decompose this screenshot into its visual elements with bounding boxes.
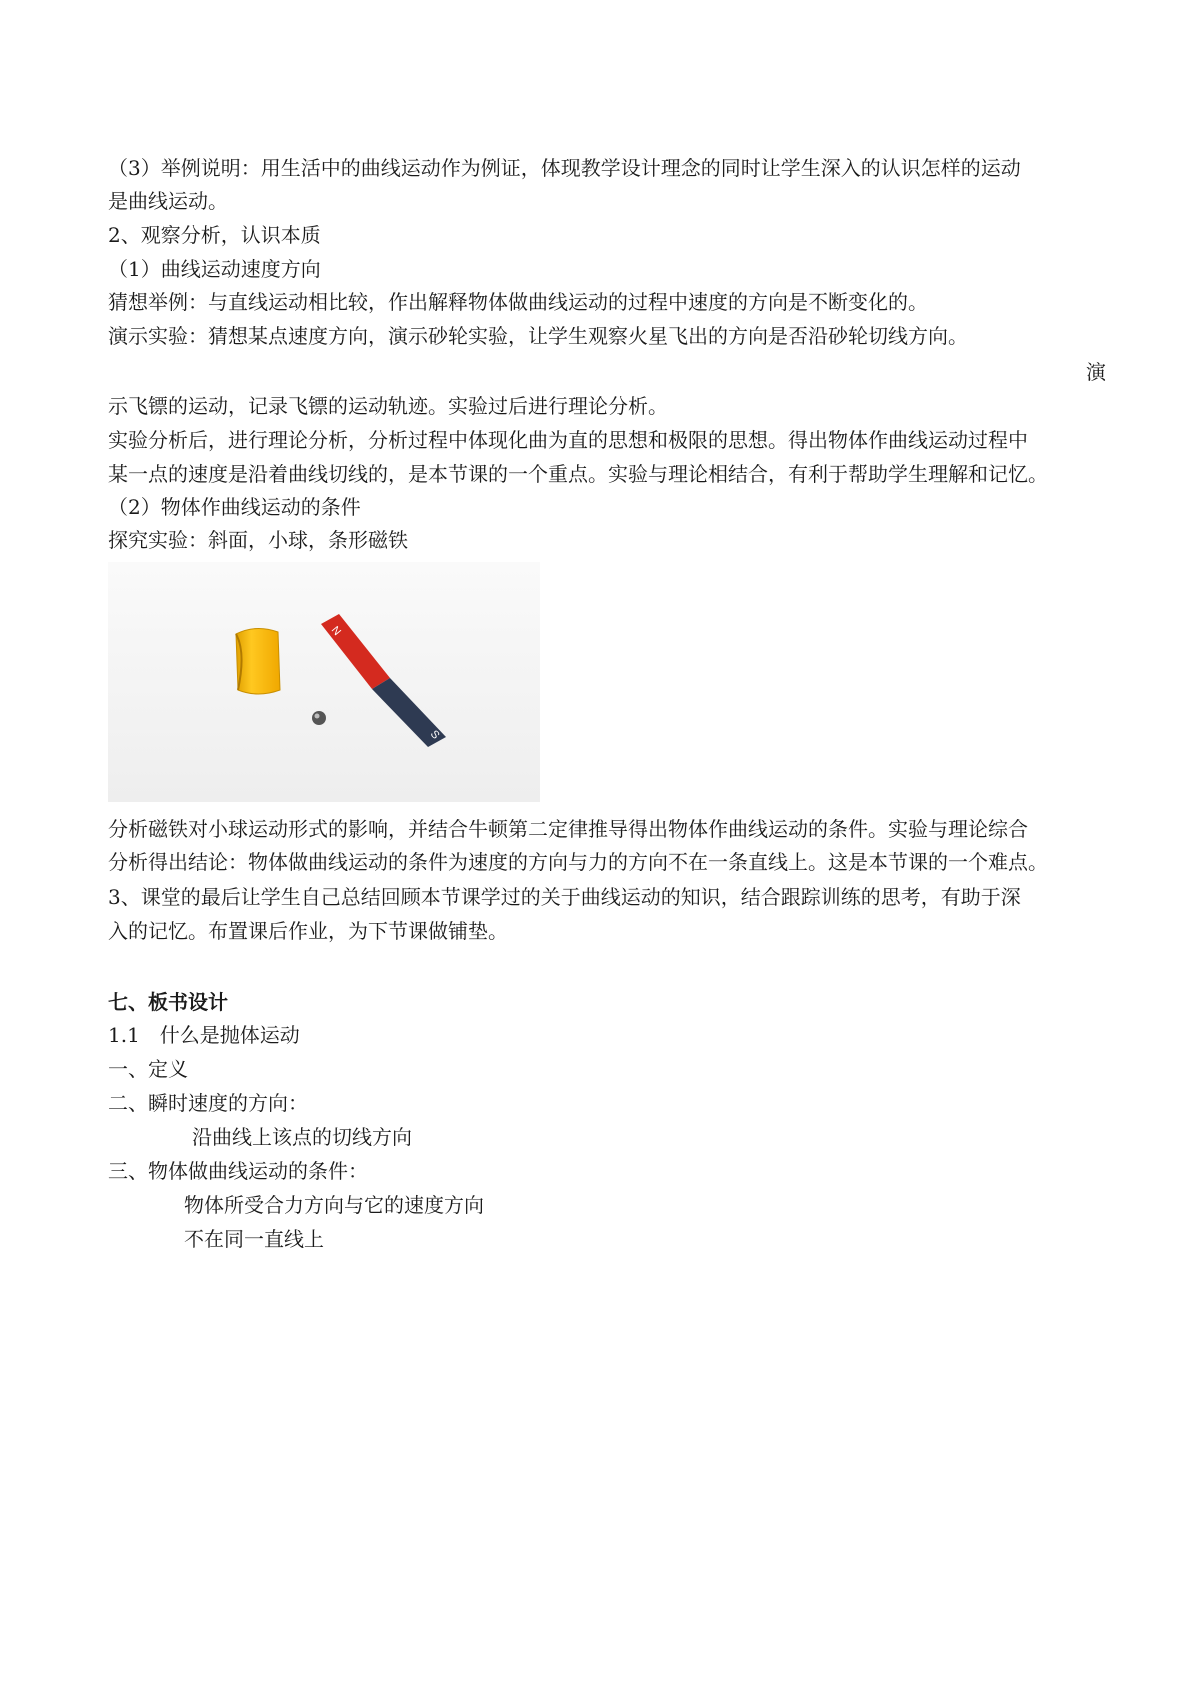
board-design-title: 1.1 什么是抛体运动 <box>108 1023 300 1047</box>
paragraph-demo-cont-char: 演 <box>1086 360 1106 384</box>
subsection-curve-condition: （2）物体作曲线运动的条件 <box>108 495 361 519</box>
paragraph-analysis-line2: 某一点的速度是沿着曲线切线的，是本节课的一个重点。实验与理论相结合，有利于帮助学生理解和记忆。 <box>108 462 1048 486</box>
experiment-photo <box>108 562 540 802</box>
photo-background <box>108 562 540 802</box>
paragraph-demo: 演示实验：猜想某点速度方向，演示砂轮实验，让学生观察火星飞出的方向是否沿砂轮切线方向。 <box>108 324 968 348</box>
subsection-velocity-direction: （1）曲线运动速度方向 <box>108 257 321 281</box>
paragraph-analysis-line1: 实验分析后，进行理论分析，分析过程中体现化曲为直的思想和极限的思想。得出物体作曲线运动过程中 <box>108 428 1028 452</box>
board-design-heading: 七、板书设计 <box>108 990 228 1014</box>
board-design-item-condition-detail1: 物体所受合力方向与它的速度方向 <box>184 1193 484 1217</box>
board-design-item-velocity-detail: 沿曲线上该点的切线方向 <box>192 1125 412 1149</box>
experiment-photo-drawing <box>108 562 540 802</box>
paragraph-demo-cont: 示飞镖的运动，记录飞镖的运动轨迹。实验过后进行理论分析。 <box>108 394 668 418</box>
section-3-line2: 入的记忆。布置课后作业，为下节课做铺垫。 <box>108 919 508 943</box>
magnet-south-label: S <box>427 728 442 742</box>
paragraph-explore: 探究实验：斜面，小球，条形磁铁 <box>108 528 408 552</box>
paragraph-guess: 猜想举例：与直线运动相比较，作出解释物体做曲线运动的过程中速度的方向是不断变化的。 <box>108 290 928 314</box>
board-design-item-velocity: 二、瞬时速度的方向： <box>108 1091 308 1115</box>
board-design-item-condition-detail2: 不在同一直线上 <box>184 1227 324 1251</box>
board-design-item-definition: 一、定义 <box>108 1057 188 1081</box>
section-2-heading: 2、观察分析，认识本质 <box>108 223 321 247</box>
magnet-north-label: N <box>328 624 344 639</box>
board-design-item-condition: 三、物体做曲线运动的条件： <box>108 1159 368 1183</box>
paragraph-example-line1: （3）举例说明：用生活中的曲线运动作为例证，体现教学设计理念的同时让学生深入的认识怎样的运动 <box>108 156 1021 180</box>
paragraph-magnet-line2: 分析得出结论：物体做曲线运动的条件为速度的方向与力的方向不在一条直线上。这是本节课的一个难点。 <box>108 850 1048 874</box>
ramp-shape <box>236 628 280 694</box>
paragraph-magnet-line1: 分析磁铁对小球运动形式的影响，并结合牛顿第二定律推导得出物体作曲线运动的条件。实验与理论综合 <box>108 817 1028 841</box>
section-3-line1: 3、课堂的最后让学生自己总结回顾本节课学过的关于曲线运动的知识，结合跟踪训练的思考，有助于深 <box>108 885 1021 909</box>
steel-ball-shape <box>312 711 326 725</box>
paragraph-example-line2: 是曲线运动。 <box>108 189 228 213</box>
